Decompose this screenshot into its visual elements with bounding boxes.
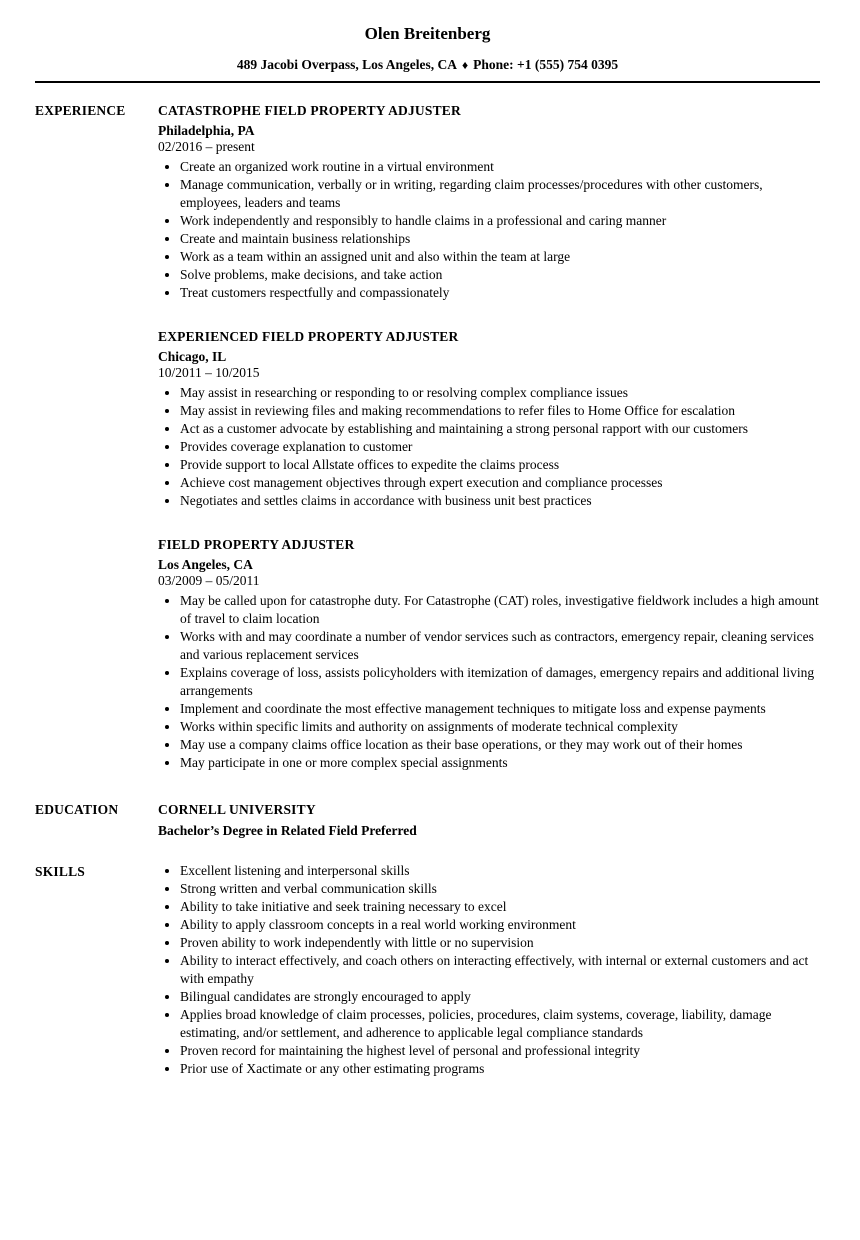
- bullet-item: • Explains coverage of loss, assists policyholders with itemization of damages, emergency repairs and additional living arrangements: [180, 664, 820, 700]
- job-dates: 10/2011 – 10/2015: [158, 365, 260, 380]
- phone-text: Phone: +1 (555) 754 0395: [473, 57, 619, 72]
- bullet-item: • May use a company claims office location as their base operations, or they may work out of their homes: [180, 736, 820, 754]
- job-title: EXPERIENCED FIELD PROPERTY ADJUSTER: [158, 329, 459, 344]
- bullet-item: • Create an organized work routine in a virtual environment: [180, 158, 820, 176]
- bullet-item: • Prior use of Xactimate or any other estimating programs: [180, 1060, 820, 1078]
- bullet-item: • Applies broad knowledge of claim processes, policies, procedures, claim systems, coverage, liability, damage estimating, and/or settlement, and adherence to applicable legal compliance standards: [180, 1006, 820, 1042]
- job-dates: 02/2016 – present: [158, 139, 255, 154]
- section-experience: [35, 101, 820, 772]
- bullet-item: • Ability to take initiative and seek training necessary to excel: [180, 898, 820, 916]
- bullet-item: • Act as a customer advocate by establishing and maintaining a strong personal rapport with our customers: [180, 420, 820, 438]
- diamond-separator-icon: ♦: [462, 58, 469, 72]
- bullet-item: • Manage communication, verbally or in writing, regarding claim processes/procedures with other customers, employees, leaders and teams: [180, 176, 820, 212]
- bullet-item: • Bilingual candidates are strongly encouraged to apply: [180, 988, 820, 1006]
- job-entry: [158, 327, 820, 510]
- header-divider: [35, 81, 820, 83]
- bullet-item: • Works within specific limits and authority on assignments of moderate technical complexity: [180, 718, 820, 736]
- contact-line: [35, 57, 820, 73]
- skills-bullet-list: [158, 862, 820, 1078]
- bullet-item: • Proven ability to work independently with little or no supervision: [180, 934, 820, 952]
- job-location: Philadelphia, PA: [158, 123, 255, 138]
- bullet-item: • Treat customers respectfully and compassionately: [180, 284, 820, 302]
- bullet-item: • Implement and coordinate the most effective management techniques to mitigate loss and expense payments: [180, 700, 820, 718]
- bullet-item: • May be called upon for catastrophe duty. For Catastrophe (CAT) roles, investigative fieldwork includes a high amount of travel to claim location: [180, 592, 820, 628]
- section-education: [35, 800, 820, 840]
- job-title: FIELD PROPERTY ADJUSTER: [158, 537, 355, 552]
- bullet-item: • May assist in researching or responding to or resolving complex compliance issues: [180, 384, 820, 402]
- bullet-item: • Work as a team within an assigned unit and also within the team at large: [180, 248, 820, 266]
- job-dates: 03/2009 – 05/2011: [158, 573, 260, 588]
- education-school: CORNELL UNIVERSITY: [158, 802, 316, 817]
- bullet-item: • Works with and may coordinate a number of vendor services such as contractors, emergency repair, cleaning services and various replacement services: [180, 628, 820, 664]
- experience-content: [158, 101, 820, 772]
- bullet-item: • Provides coverage explanation to customer: [180, 438, 820, 456]
- job-bullet-list: [158, 158, 820, 302]
- bullet-item: • May participate in one or more complex special assignments: [180, 754, 820, 772]
- bullet-item: • Work independently and responsibly to handle claims in a professional and caring manner: [180, 212, 820, 230]
- bullet-item: • Excellent listening and interpersonal skills: [180, 862, 820, 880]
- section-skills: [35, 862, 820, 1078]
- job-entry: [158, 101, 820, 302]
- bullet-item: • Create and maintain business relationships: [180, 230, 820, 248]
- education-content: [158, 800, 820, 840]
- bullet-item: • Ability to interact effectively, and coach others on interacting effectively, with internal or external customers and act with empathy: [180, 952, 820, 988]
- resume-header: [35, 24, 820, 83]
- bullet-item: • Solve problems, make decisions, and take action: [180, 266, 820, 284]
- address-text: 489 Jacobi Overpass, Los Angeles, CA: [236, 57, 458, 72]
- bullet-item: • Ability to apply classroom concepts in a real world working environment: [180, 916, 820, 934]
- job-entry: [158, 535, 820, 772]
- skills-content: [158, 862, 820, 1078]
- bullet-item: • Proven record for maintaining the highest level of personal and professional integrity: [180, 1042, 820, 1060]
- candidate-name: Olen Breitenberg: [364, 24, 491, 43]
- job-location: Chicago, IL: [158, 349, 227, 364]
- job-location: Los Angeles, CA: [158, 557, 253, 572]
- experience-section-label: EXPERIENCE: [35, 103, 126, 118]
- education-section-label: EDUCATION: [35, 802, 119, 817]
- education-degree: Bachelor’s Degree in Related Field Preferred: [158, 823, 417, 838]
- bullet-item: • Strong written and verbal communication skills: [180, 880, 820, 898]
- bullet-item: • Negotiates and settles claims in accordance with business unit best practices: [180, 492, 820, 510]
- job-title: CATASTROPHE FIELD PROPERTY ADJUSTER: [158, 103, 461, 118]
- bullet-item: • Achieve cost management objectives through expert execution and compliance processes: [180, 474, 820, 492]
- bullet-item: • Provide support to local Allstate offices to expedite the claims process: [180, 456, 820, 474]
- job-bullet-list: [158, 384, 820, 510]
- bullet-item: • May assist in reviewing files and making recommendations to refer files to Home Office for escalation: [180, 402, 820, 420]
- job-bullet-list: [158, 592, 820, 772]
- skills-section-label: SKILLS: [35, 864, 85, 879]
